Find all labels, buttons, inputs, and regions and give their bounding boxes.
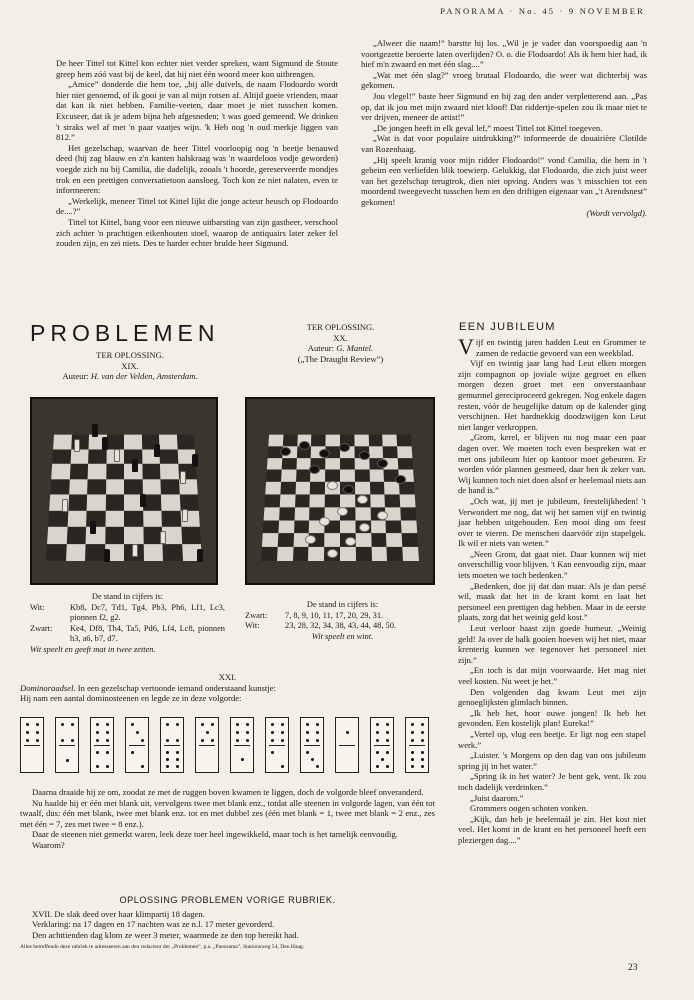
xix-white-label: Wit: [30,602,45,612]
story-paragraph: „Wat is dat voor populaire uitdrukking?” informeerde de douairière Clotilde van Rozenhaag. [361,133,647,154]
board-square [397,435,412,446]
board-square [67,510,86,526]
board-square [356,547,372,561]
jubilee-paragraph: „Spring ik in het water? Je bent gek, vent. Ik zou toch dadelijk verdrinken.” [458,771,646,792]
board-square [142,464,160,479]
board-square [280,482,295,494]
board-square [400,494,416,507]
jubilee-paragraph: „Neen Grom, dat gaat niet. Daar kunnen wij niet onverschillig voor blijven. 't Kan eenvoudig zijn, maar iets moeten we toch bedenken.” [458,548,646,581]
jubilee-first-paragraph [458,334,646,359]
board-square [265,482,281,494]
board-square [161,510,180,526]
board-square [326,435,340,446]
board-square [371,533,387,547]
problem-xx-header [248,322,433,364]
board-square [368,435,383,446]
board-square [179,494,198,510]
jubilee-paragraph: „Och wat, jij met je jubileum, feestelijkheden! 't Verwondert me nog, dat wij het samen vijf en twintig jaar hebben uitgehouden. Een mooi ding om feest over te vieren. De menschen daarvóór zijn stapelgek. Ik wil er niets van weten.” [458,495,646,549]
board-square [310,482,325,494]
xx-white-pieces: 23, 28, 32, 34, 38, 43, 44, 48, 50. [285,621,396,630]
board-square [162,544,182,561]
xix-number: XIX. [121,360,139,371]
jubilee-paragraph: „Grom, kerel, er blijven nu nog maar een paar dagen over. We moeten toch even bespreken wat er met ons jubileum hier op kantoor moet gebeuren. Er worden vóór plannen gesmeed, daar ben ik zeker van. Wij kunnen toch niet doen alsof er heelemaal niets aan de hand is.” [458,432,646,496]
board-square [295,482,310,494]
board-square [386,533,402,547]
board-square [355,533,371,547]
board-square [325,458,340,470]
page-number: 23 [628,963,638,973]
page-header: PANORAMA · No. 45 · 9 NOVEMBER [440,6,645,16]
board-square [387,547,403,561]
jubilee-paragraph: „En toch is dat mijn voorwaarde. Het mag niet veel kosten. Nu weet je het.” [458,665,646,686]
board-square [176,435,194,449]
board-square [402,547,419,561]
domino [370,717,394,773]
jubilee-paragraph: Den volgenden dag kwam Leut met zijn genoeglijksten glimlach binnen. [458,686,646,708]
xxi-intro-label: Dominoraadsel. [20,682,76,693]
jubilee-paragraph: „Juist daarom.” [470,792,524,803]
board-square [124,435,142,449]
domino [300,717,324,773]
domino [20,717,44,773]
draught-piece [357,495,368,504]
chess-piece [140,494,146,507]
chess-piece [62,499,68,512]
chess-piece [102,437,108,450]
draught-piece [299,441,310,450]
xx-black-row [245,611,440,622]
board-square [124,510,143,526]
board-square [340,458,355,470]
chess-piece [90,521,96,534]
board-square [296,470,311,482]
board-square [340,470,355,482]
board-square [371,547,387,561]
board-square [386,520,402,533]
board-square [88,449,106,464]
continued-note: (Wordt vervolgd). [586,207,647,218]
story-paragraph: „Werkelijk, meneer Tittel tot Kittel lijkt die jonge acteur heusch op Flodoardo de....?” [56,195,338,217]
xx-stand [245,600,440,642]
jubilee-paragraph: „Kijk, dan heb je heelemaál je zin. Het kost niet veel. Het komt in de krant en het personeel heeft een pleziergen dag....” [458,813,646,845]
board-square [47,527,67,544]
board-square [369,470,384,482]
chess-piece [104,549,110,562]
xix-author-line [30,371,230,382]
board-square [159,435,177,449]
jubilee-column [458,334,647,846]
xx-source: („The Draught Review”) [297,353,384,364]
board-square [46,544,66,561]
board-square [105,494,124,510]
draught-piece [377,511,388,520]
jubilee-paragraph: Leut verloor haast zijn goede humeur. „Weinig geld! Ja over de balk gooien hoeven wij het niet, maar krenterig kunnen we tegenover het personeel niet zijn.” [458,623,646,665]
jubilee-paragraph: „Luister. 's Morgens op den dag van ons jubileum spring jij in het water.” [458,750,646,771]
xix-stand [30,592,225,655]
board-square [278,520,294,533]
xx-number: XX. [333,332,348,343]
jubilee-paragraph: „Bedenken, doe jij dat dan maar. Als je dan persé wil, maak dat het in de krant komt en laat het personeel een prettigen dag hebben. Maar in de eerste plaats, zorg dat het weinig geld kost.” [458,580,646,623]
xix-black-pieces: Ke4, Df8, Th4, Ta5, Pd6, Lf4, Lc8, pionnen h3, a6, b7, d7. [70,623,225,643]
board-square [66,544,86,561]
board-square [53,435,71,449]
story-column-left [56,58,338,249]
chess-piece [74,439,80,452]
xix-black-label: Zwart: [30,623,53,633]
xxi-para: Daar de steenen niet gemerkt waren, leek deze toer heel ingewikkeld, maar toch is het tamelijk eenvoudig. [32,829,398,840]
board-square [106,435,124,449]
board-square [88,464,106,479]
board-square [124,479,142,495]
jubilee-title: EEN JUBILEUM [459,321,556,333]
domino [405,717,429,773]
xix-author: H. van der Velden, Amsterdam. [90,371,198,382]
board-square [402,533,418,547]
chess-piece [180,471,186,484]
domino [265,717,289,773]
xx-author-line [248,343,433,354]
xix-author-label: Auteur: [62,371,89,382]
xx-black-pieces: 7, 8, 9, 10, 11, 17, 20, 29, 31. [285,610,384,620]
board-square [52,449,71,464]
board-square [262,533,278,547]
board-square [161,494,180,510]
drop-cap: V [458,334,474,359]
xxi-number: XXI. [218,672,237,682]
board-square [397,446,412,458]
board-square [87,479,106,495]
solutions-section [20,895,435,951]
domino [230,717,254,773]
problems-title: PROBLEMEN [30,320,220,346]
board-square [370,482,385,494]
board-square [293,547,309,561]
xxi-line2: Hij nam een aantal dominosteenen en legde ze in deze volgorde: [20,693,242,704]
board-square [340,547,356,561]
story-paragraph: „Amice” donderde die hem toe, „bij alle duivels, de naam Flodoardo wordt hier niet genoemd, of ik gooi je van al mijn rotsen af. Altijd goeie vrienden, maar dat kan ik niet hebben. Familie-veeten, daar moet je niet tusschen komen. Excuseer, dat ik je adem bijna heb afgesneden; 't was goed gemeend. We drinken 't straks wel af met 'n paar vaatjes wijn. 'k Heb nog 'n oud merkje liggen van 812.” [56,79,338,143]
xxi-para: Nu haalde hij er één met blank uit, vervolgens twee met blank enz., totdat alle steenen in volgorde lagen, van één tot twaalf, dus: één met blank, twee met blank enz. tot en met dubbel zes (één met blank = 1, twee met blank = 2 enz., zes met één = 7, zes met twee = 8 enz.). [20,797,435,829]
xix-black-row [30,624,225,645]
board-square [142,479,161,495]
xx-black-label: Zwart: [245,610,268,620]
xx-stand-title: De stand in cijfers is: [306,600,379,609]
domino-row [20,717,430,775]
story-paragraph: Tittel tot Kittel, bang voor een nieuwe uitbarsting van zijn gastheer, verschool zich achter 'n prachtigen eikenhouten stoel, waarop de antiquairs later zeker fel zouden zijn, en zei niets. Des te harder echter brulde heer Sigmund. [56,216,338,249]
draught-piece [395,475,406,484]
story-paragraph: „Wat met één slag?” vroeg brutaal Flodoardo, die weer wat dichterbij was gekomen. [361,69,647,91]
board-square [294,507,310,520]
story-column-right [361,38,647,218]
story-paragraph: Jou vlegel!” baste heer Sigmund en hij zag den ander verpletterend aan. „Pas op, dat ik jou met mijn zwaard niet kloof! Dat riddertje-spelen zou ik maar niet te ver drijven, meneer de artist!” [361,90,647,123]
board-square [143,544,163,561]
board-square [264,494,280,507]
draught-piece [339,443,350,452]
board-square [311,435,325,446]
board-square [124,527,143,544]
chess-piece [192,454,198,467]
board-square [66,527,86,544]
xx-white-label: Wit: [245,621,260,630]
chess-piece [92,424,98,437]
board-square [69,479,88,495]
board-square [143,510,162,526]
board-square [281,458,296,470]
chess-piece [132,459,138,472]
board-square [48,510,68,526]
story-paragraph: Het gezelschap, waarvan de heer Tittel voorloopig nog 'n beetje benauwd deed (hij zag blauw en z'n kanten halskraag was 'n waardeloos vodje geworden) voegde zich nu bij Camilia, die dadelijk, zooals 't hoorde, gereserveerde mondjes trok en een prettigen conversatietoon aansloeg. Toch kon ze niet nalaten, even te informeeren: [56,142,338,196]
board-square [51,464,70,479]
board-square [87,494,106,510]
board-square [294,520,310,533]
solutions-footnote: Alles betreffende deze rubriek te adresseeren aan den redacteur der „Problemen”, p.a. „Panorama”, Stationsweg 54, Den Haag. [20,944,305,951]
draught-piece [359,523,370,532]
draught-piece [359,451,370,460]
board-square [308,547,324,561]
draught-piece [319,517,330,526]
board-square [278,533,294,547]
chess-piece [114,449,120,462]
chess-grid [46,435,202,561]
xix-white-row [30,603,225,624]
board-square [310,494,325,507]
xx-heading: TER OPLOSSING. [306,322,375,332]
jubilee-paragraph: „Ik heb het, hoor ouwe jongen! Ik heb het gevonden. Een kostelijk plan! Eureka!” [458,707,646,729]
board-square [268,435,283,446]
board-square [354,435,368,446]
board-square [355,482,370,494]
xxi-intro [20,683,435,694]
problem-xix-header [30,350,230,382]
board-square [160,479,179,495]
board-square [106,479,124,495]
board-square [295,494,310,507]
board-square [266,470,281,482]
board-square [383,446,398,458]
board-square [69,464,88,479]
xix-task: Wit speelt en geeft mat in twee zetten. [30,644,156,654]
draught-piece [345,537,356,546]
board-square [283,435,298,446]
domino [335,717,359,773]
xxi-question: Waarom? [32,839,65,850]
draught-piece [309,465,320,474]
draught-piece [305,535,316,544]
jubilee-first-text: ijf en twintig jaren hadden Leut en Grommer te zamen de redactie gevoerd van een weekblad. [475,337,646,358]
board-square [340,520,355,533]
jubilee-paragraph: Vijf en twintig jaar lang had Leut elken morgen zijn compagnon op joviale wijze gegroet en elken morgen dezen groet met een onverstaanbaar gemurmel gereciproceerd gekregen. Nog enkele dagen resten, vóór de heugelijke datum op de kalender ging verschijnen. Het hardnekkig doodzwijgen kon Leut niet langer verkroppen. [458,358,647,432]
board-square [369,446,384,458]
chess-board-photo [30,397,218,585]
board-square [263,520,279,533]
board-square [277,547,293,561]
chess-piece [182,509,188,522]
domino [195,717,219,773]
story-paragraph: „De jongen heeft in elk geval lef,” moest Tittel tot Kittel toegeven. [373,122,603,133]
draught-piece [319,449,330,458]
board-square [159,449,177,464]
problem-xxi-intro [20,672,435,704]
board-square [181,527,201,544]
board-square [264,507,280,520]
board-square [105,527,124,544]
board-square [68,494,87,510]
board-square [106,464,124,479]
draught-piece [343,485,354,494]
board-square [385,494,401,507]
board-square [400,507,416,520]
board-square [280,494,296,507]
draught-piece [377,459,388,468]
chess-piece [160,531,166,544]
board-square [281,470,296,482]
jubilee-paragraph: Grommers oogen schoten vonken. [470,803,588,814]
xx-author-label: Auteur: [307,343,335,354]
solution-line: XVII. De slak deed over haar klimpartij 18 dagen. [32,908,205,919]
draught-piece [327,549,338,558]
board-square [261,547,278,561]
domino [90,717,114,773]
board-square [279,507,295,520]
board-square [384,482,399,494]
domino [125,717,149,773]
chess-piece [197,549,203,562]
xix-heading: TER OPLOSSING. [96,350,164,360]
board-square [398,458,413,470]
board-square [50,479,69,495]
board-square [85,544,105,561]
board-square [401,520,417,533]
xix-white-pieces: Kb8, Dc7, Td1, Tg4, Pb3, Ph6, Lf1, Lc3, pionnen f2, g2. [70,602,225,622]
board-square [325,494,340,507]
draught-piece [327,481,338,490]
board-square [355,470,370,482]
story-paragraph: „Hij speelt kranig voor mijn ridder Flodoardo!” vond Camilia, die hem in 't geheim een verliefden blik toewierp. Gelukkig, dat Flodoardo, die zich juist weer van het gezelschap terugtrok, dien niet opving. Anders was 't misschien tot een moordend tweegevecht tusschen hem en den driftigen eigenaar van „'t Arendsnest” gekomen! [361,154,647,207]
xx-author: G. Mantel. [336,343,374,354]
board-square [105,510,124,526]
xx-task: Wit speelt en wint. [311,631,374,641]
domino [160,717,184,773]
xx-white-row [245,621,440,632]
chess-piece [132,544,138,557]
jubilee-paragraph: „Vertel op, vlug een beetje. Er ligt nog een stapel werk.” [458,728,646,750]
board-square [267,458,282,470]
board-square [340,494,355,507]
solutions-title: OPLOSSING PROBLEMEN VORIGE RUBRIEK. [119,895,336,905]
story-paragraph: „Alweer die naam!” barstte hij los. „Wil je je vader dan voorspoedig aan 'n voortgezette beroerte laten overlijden? O. o. die Flodoardo! Als ik hem hier had, ik hief m'n zwaard en met één slag....” [361,38,647,70]
solution-line: Verklaring: na 17 dagen en 17 nachten was ze n.l. 17 meter gevorderd. [32,919,275,930]
chess-piece [154,444,160,457]
board-square [371,520,387,533]
story-paragraph: De heer Tittel tot Kittel kon echter niet verder spreken, want Sigmund de Stoute greep hem zóó vast bij de keel, dat hij niet één woord meer kon uitbrengen. [56,58,338,79]
board-square [324,533,340,547]
xxi-intro-text: In een gezelschap vertoonde iemand onderstaand kunstje: [77,682,276,693]
board-square [383,435,398,446]
draught-piece [280,447,291,456]
board-square [370,494,385,507]
draught-piece [337,507,348,516]
xxi-para: Daarna draaide hij ze om, zoodat ze met de ruggen boven kwamen te liggen, doch de volgorde bleef onveranderd. [32,787,424,797]
solution-line: Den achttienden dag klom ze weer 3 meter, waarmede ze den top bereikt had. [32,929,299,940]
domino [55,717,79,773]
problem-xxi-body [20,787,435,851]
xix-stand-title: De stand in cijfers is: [91,592,164,601]
draughts-board-photo [245,397,435,585]
board-square [160,464,179,479]
board-square [355,507,370,520]
